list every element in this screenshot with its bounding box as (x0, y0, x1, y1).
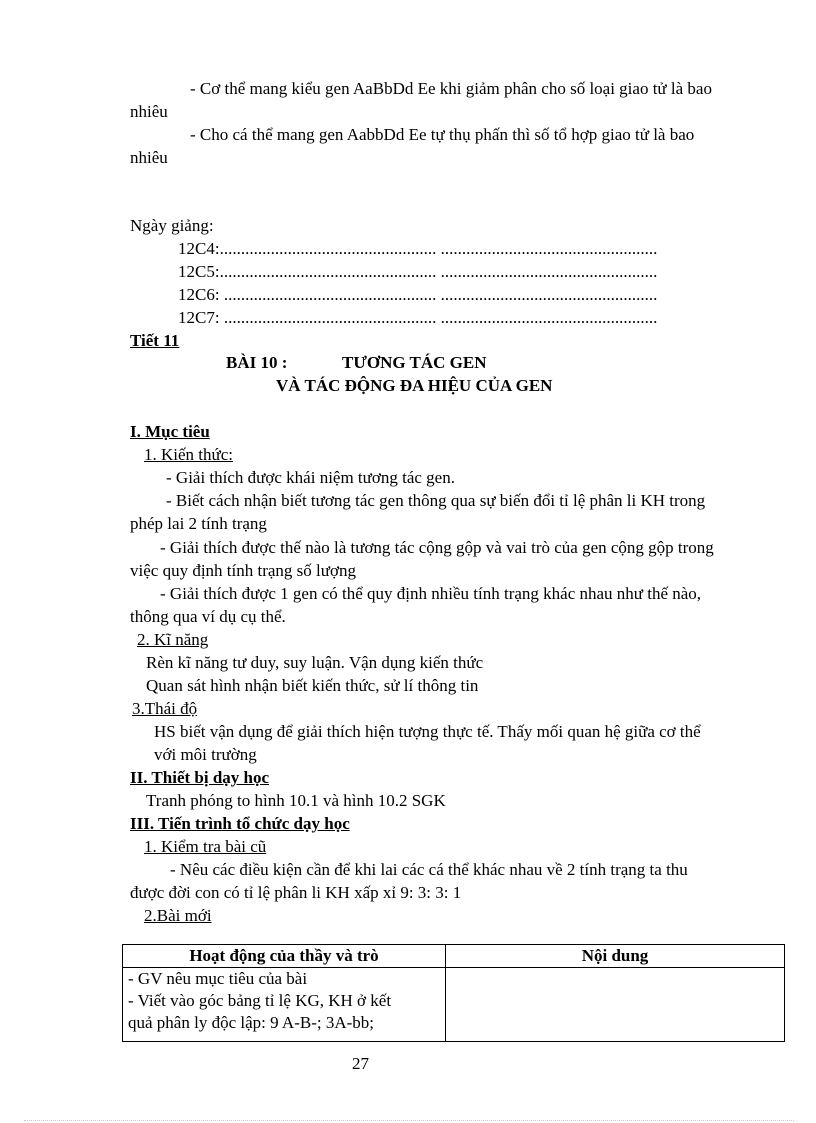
class-row-12c6 (178, 284, 657, 306)
equipment-item: Tranh phóng to hình 10.1 và hình 10.2 SGK (146, 791, 446, 810)
section-objectives: I. Mục tiêu (130, 422, 210, 441)
section-equipment: II. Thiết bị dạy học (130, 768, 270, 787)
dotted-fill: ................................................... ................................................... (219, 262, 658, 281)
activity-line: - Viết vào góc bảng tỉ lệ KG, KH ở kết (128, 991, 392, 1010)
table-row (123, 968, 785, 1042)
knowledge-item-2: - Biết cách nhận biết tương tác gen thông qua sự biến đổi tỉ lệ phân li KH trong (166, 491, 706, 510)
activity-line: quả phân ly độc lập: 9 A-B-; 3A-bb; (128, 1013, 374, 1032)
knowledge-item-3-cont: việc quy định tính trạng số lượng (130, 561, 356, 580)
activities-cell (123, 968, 446, 1042)
period-label: Tiết 11 (130, 331, 180, 350)
class-name: 12C7: (178, 308, 224, 327)
question-line-1-cont: nhiêu (130, 102, 168, 121)
class-row-12c5 (178, 261, 657, 283)
skills-item-1: Rèn kĩ năng tư duy, suy luận. Vận dụng kiến thức (146, 653, 484, 672)
page-footer-divider (24, 1120, 794, 1121)
dotted-fill: .................................................. ................................................... (223, 285, 658, 304)
skills-item-2: Quan sát hình nhận biết kiến thức, sử lí thông tin (146, 676, 479, 695)
lesson-title-line-1: TƯƠNG TÁC GEN (342, 353, 487, 372)
column-header-activities: Hoạt động của thầy và trò (123, 945, 446, 968)
class-row-12c4 (178, 238, 657, 260)
subsection-new-lesson: 2.Bài mới (144, 906, 212, 925)
page-number: 27 (352, 1054, 369, 1073)
attitude-item-1-cont: với môi trường (154, 745, 257, 764)
class-name: 12C5: (178, 262, 220, 281)
dotted-fill: .................................................. ................................................... (223, 308, 658, 327)
subsection-review: 1. Kiểm tra bài cũ (144, 837, 267, 856)
knowledge-item-3: - Giải thích được thế nào là tương tác cộng gộp và vai trò của gen cộng gộp trong (160, 538, 714, 557)
dotted-fill: ................................................... ................................................... (219, 239, 658, 258)
class-row-12c7 (178, 307, 657, 329)
table-header-row (123, 945, 785, 968)
question-line-2-cont: nhiêu (130, 148, 168, 167)
lesson-number: BÀI 10 : (226, 353, 288, 372)
lesson-title-line-2: VÀ TÁC ĐỘNG ĐA HIỆU CỦA GEN (276, 376, 553, 395)
attitude-item-1: HS biết vận dụng để giải thích hiện tượng thực tế. Thấy mối quan hệ giữa cơ thể (154, 722, 701, 741)
subsection-skills: 2. Kĩ năng (137, 630, 209, 649)
activity-table (122, 944, 785, 1042)
subsection-knowledge: 1. Kiến thức: (144, 445, 234, 464)
section-procedure: III. Tiến trình tổ chức dạy học (130, 814, 350, 833)
content-cell (446, 968, 785, 1042)
question-line-1: - Cơ thể mang kiểu gen AaBbDd Ee khi giảm phân cho số loại giao tử là bao (190, 79, 712, 98)
knowledge-item-2-cont: phép lai 2 tính trạng (130, 514, 267, 533)
knowledge-item-4-cont: thông qua ví dụ cụ thể. (130, 607, 286, 626)
review-item-1-cont: được đời con có tỉ lệ phân li KH xấp xỉ 9: 3: 3: 1 (130, 883, 462, 902)
teaching-date-label: Ngày giảng: (130, 216, 214, 235)
activity-line: - GV nêu mục tiêu của bài (128, 969, 308, 988)
knowledge-item-4: - Giải thích được 1 gen có thể quy định nhiều tính trạng khác nhau như thế nào, (160, 584, 702, 603)
review-item-1: - Nêu các điều kiện cần để khi lai các cá thể khác nhau về 2 tính trạng ta thu (170, 860, 688, 879)
subsection-attitude: 3.Thái độ (132, 699, 198, 718)
class-name: 12C6: (178, 285, 224, 304)
class-name: 12C4: (178, 239, 220, 258)
knowledge-item-1: - Giải thích được khái niệm tương tác gen. (166, 468, 455, 487)
question-line-2: - Cho cá thể mang gen AabbDd Ee tự thụ phấn thì số tổ hợp giao tử là bao (190, 125, 695, 144)
column-header-content: Nội dung (446, 945, 785, 968)
